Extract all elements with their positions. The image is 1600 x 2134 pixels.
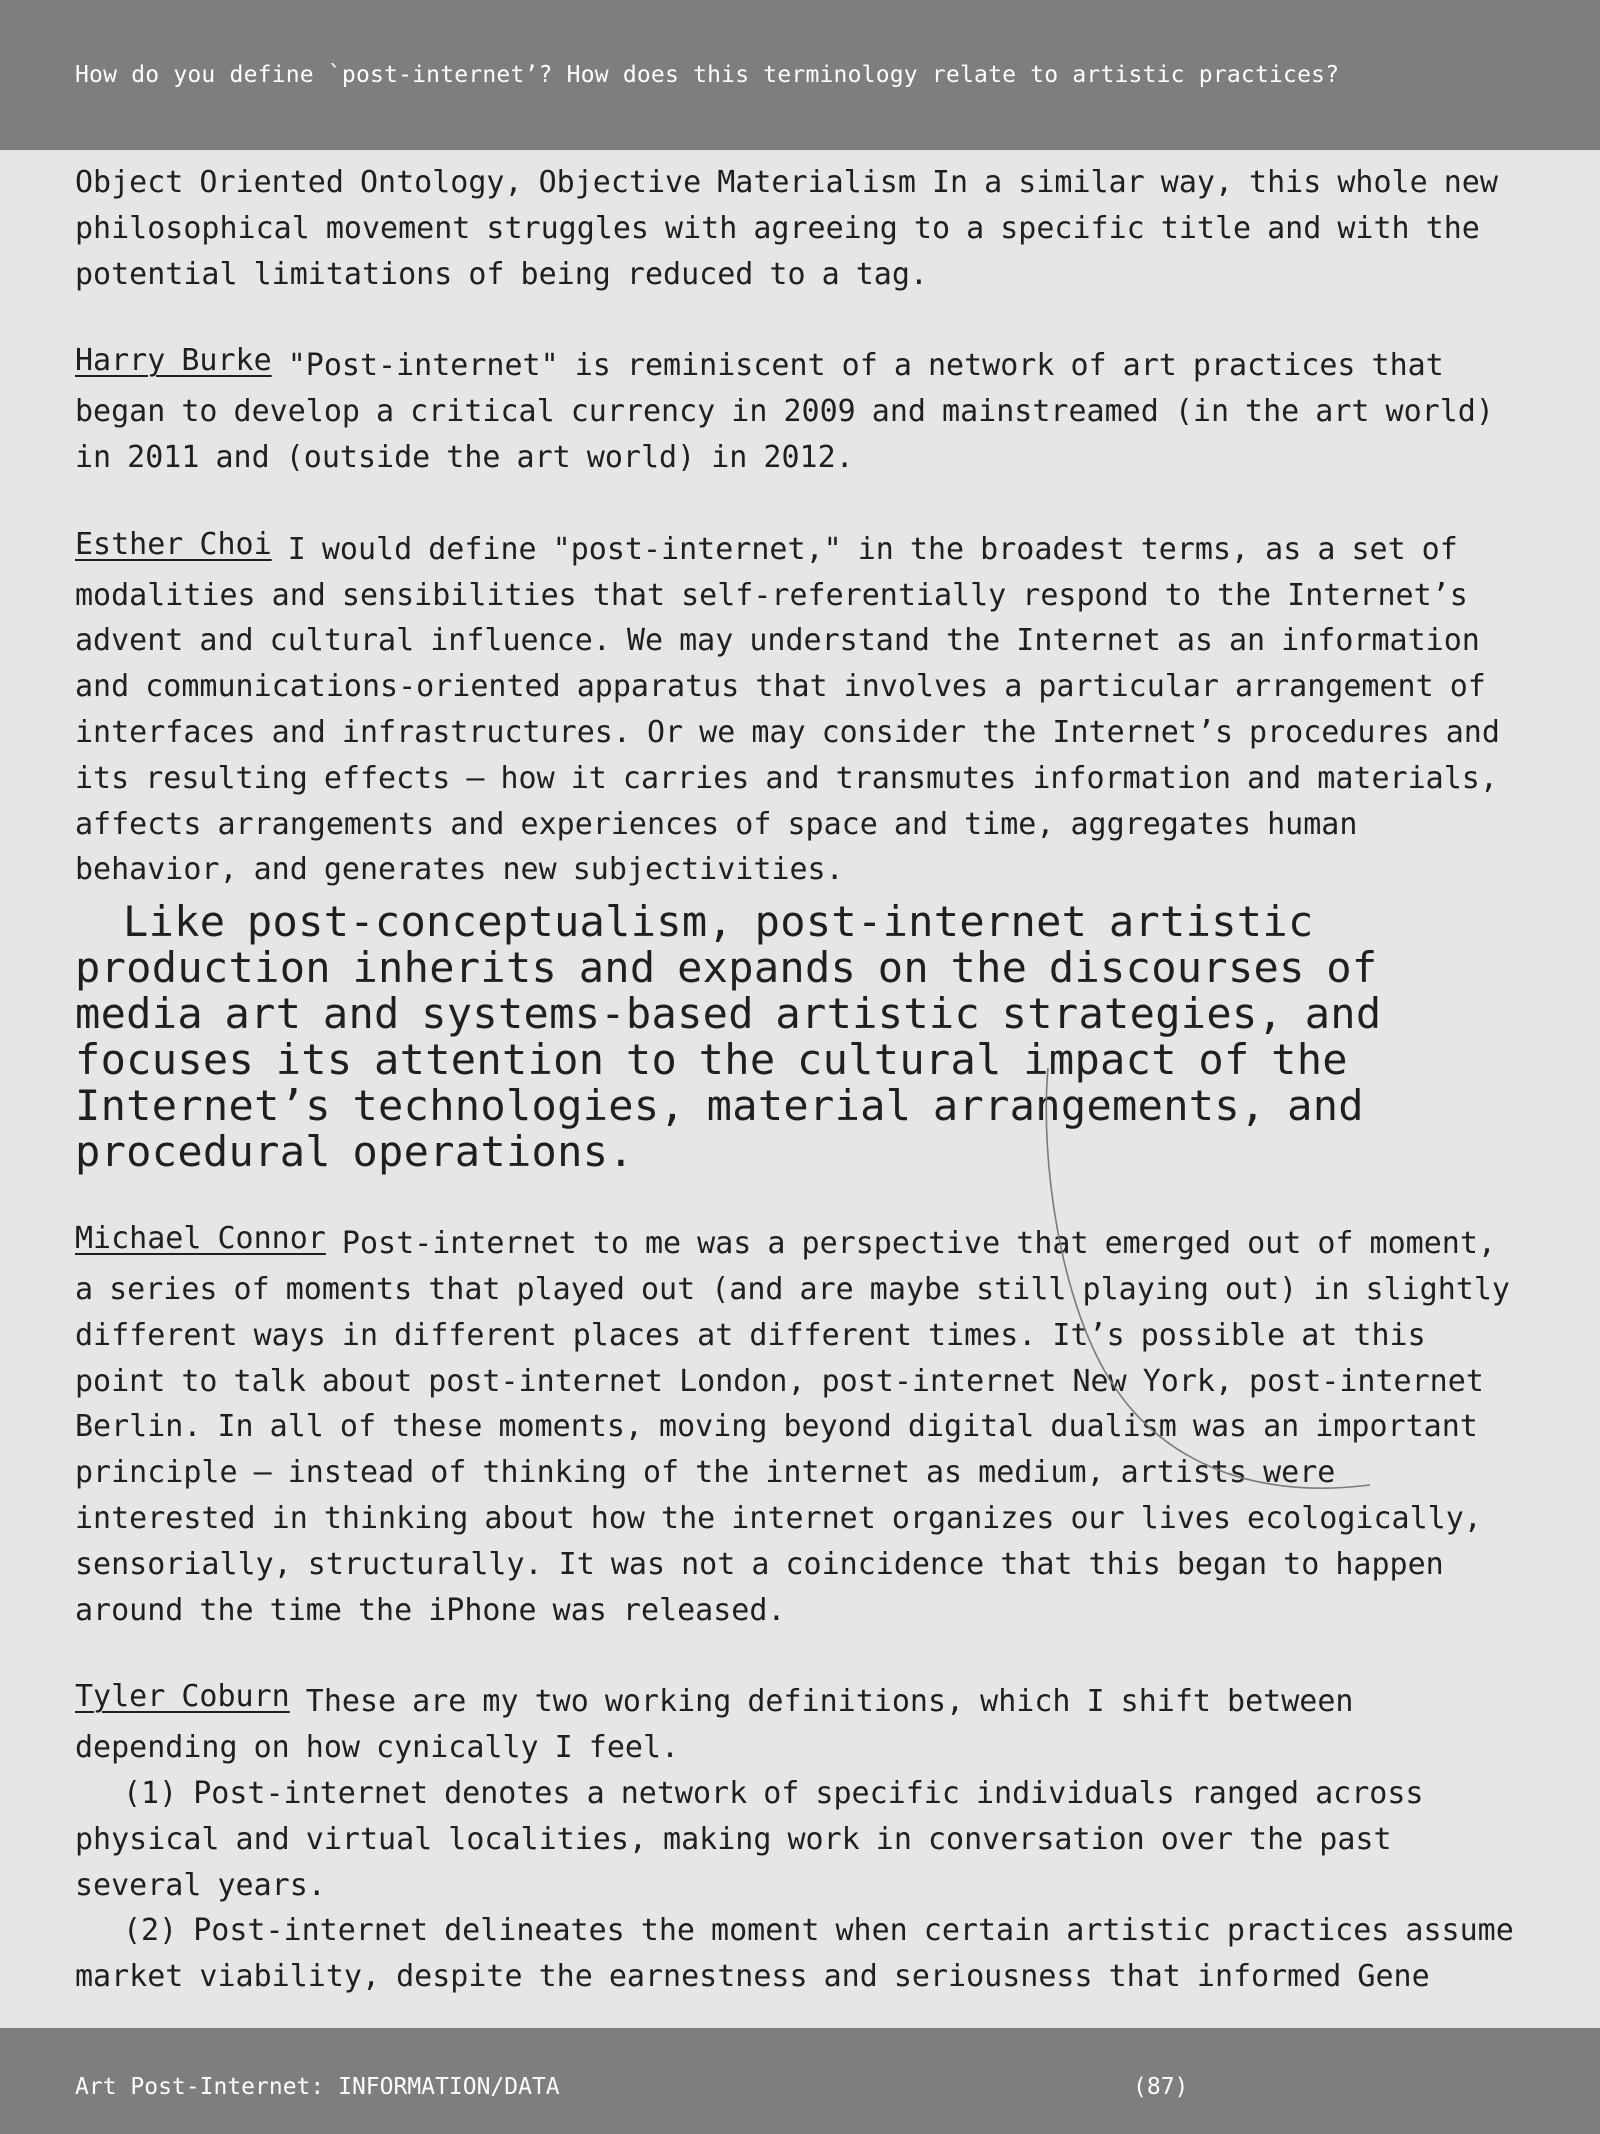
speaker-name-coburn: Tyler Coburn: [75, 1679, 290, 1715]
coburn-paragraph: [75, 1679, 1525, 1771]
paragraph-gap: [75, 481, 1525, 527]
main-text: [75, 160, 1525, 2000]
coburn-definition-2: (2) Post-internet delineates the moment when certain artistic practices assume market viability, despite the earnestness and seriousness that informed Gene: [75, 1913, 1514, 1995]
page-number: (87): [1133, 2074, 1189, 2100]
choi-paragraph: [75, 527, 1525, 893]
header-bar: [0, 0, 1600, 150]
burke-paragraph: [75, 343, 1525, 480]
connor-text: Post-internet to me was a perspective that emerged out of moment, a series of moments that played out (and are maybe still playing out) in slightly different ways in different places at different times. It’s possible at this point to talk about post-internet London, post-internet New York, post-internet Berlin. In all of these moments, moving beyond digital dualism was an important principle – instead of thinking of the internet as medium, artists were interested in thinking about how the internet organizes our lives ecologically, sensorially, structurally. It was not a coincidence that this began to happen around the time the iPhone was released.: [75, 1226, 1510, 1628]
connor-paragraph: [75, 1221, 1525, 1633]
speaker-name-connor: Michael Connor: [75, 1221, 326, 1257]
coburn-definition-1: (1) Post-internet denotes a network of specific individuals ranged across physical and virtual localities, making work in conversation over the past several years.: [75, 1775, 1424, 1903]
footer-bar: [0, 2028, 1600, 2134]
section-question: How do you define `post-internet’? How does this terminology relate to artistic practices?: [75, 62, 1340, 88]
pull-quote: Like post-conceptualism, post-internet artistic production inherits and expands on the discourses of media art and systems-based artistic strategies, and focuses its attention to the cultural impact of the Internet’s technologies, material arrangements, and procedural operations.: [75, 897, 1382, 1177]
paragraph-gap: [75, 1633, 1525, 1679]
speaker-name-burke: Harry Burke: [75, 343, 272, 379]
paragraph-gap: [75, 1175, 1525, 1221]
intro-paragraph: Object Oriented Ontology, Objective Materialism In a similar way, this whole new philosophical movement struggles with agreeing to a specific title and with the potential limitations of being reduced to a tag.: [75, 165, 1498, 292]
choi-text: I would define "post-internet," in the broadest terms, as a set of modalities and sensibilities that self-referentially respond to the Internet’s advent and cultural influence. We may understand the Internet as an information and communications-oriented apparatus that involves a particular arrangement of interfaces and infrastructures. Or we may consider the Internet’s procedures and its resulting effects – how it carries and transmutes information and materials, affects arrangements and experiences of space and time, aggregates human behavior, and generates new subjectivities.: [75, 531, 1500, 888]
footer-publication-title: Art Post-Internet: INFORMATION/DATA: [75, 2074, 560, 2100]
burke-text: "Post-internet" is reminiscent of a network of art practices that began to develop a critical currency in 2009 and mainstreamed (in the art world) in 2011 and (outside the art world) in 2012.: [75, 348, 1494, 475]
coburn-text: These are my two working definitions, which I shift between depending on how cynically I feel.: [75, 1684, 1354, 1766]
speaker-name-choi: Esther Choi: [75, 526, 272, 562]
paragraph-gap: [75, 297, 1525, 343]
